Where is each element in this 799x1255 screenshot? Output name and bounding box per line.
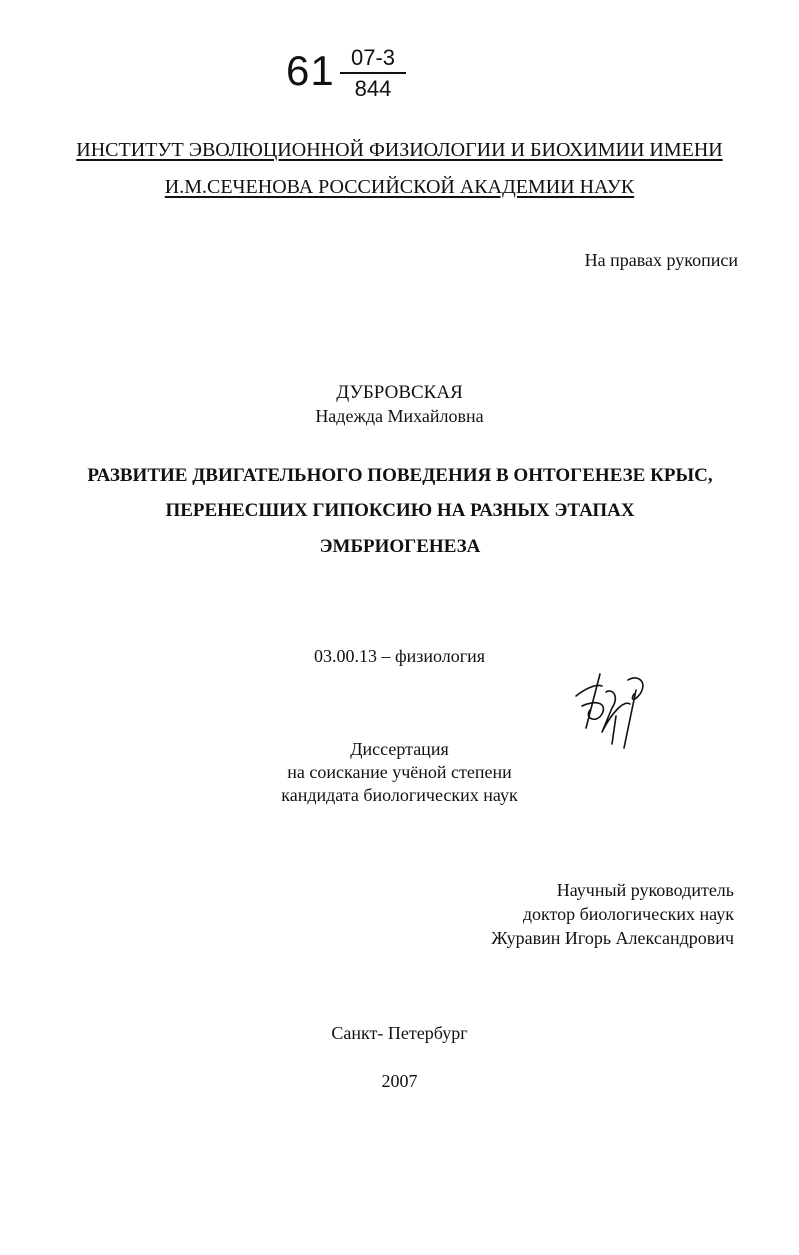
city: Санкт- Петербург	[331, 1023, 468, 1043]
catalog-code-denominator: 844	[354, 76, 392, 101]
thesis-title-line-1: РАЗВИТИЕ ДВИГАТЕЛЬНОГО ПОВЕДЕНИЯ В ОНТОГЕНЕЗЕ КРЫС,	[87, 465, 713, 486]
catalog-code-main: 61	[286, 47, 335, 94]
specialty-code: 03.00.13 – физиология	[313, 646, 486, 666]
author-given-names: Надежда Михайловна	[315, 406, 484, 426]
rights-note: На правах рукописи	[584, 250, 738, 270]
supervisor-degree: доктор биологических наук	[522, 904, 734, 924]
institute-line-1-text: ИНСТИТУТ ЭВОЛЮЦИОННОЙ ФИЗИОЛОГИИ И БИОХИМИИ ИМЕНИ	[76, 139, 723, 161]
catalog-code-numerator: 07-3	[350, 45, 396, 70]
year: 2007	[381, 1071, 418, 1091]
degree-line-3: кандидата биологических наук	[281, 785, 518, 805]
thesis-title-line-3: ЭМБРИОГЕНЕЗА	[319, 536, 481, 557]
supervisor-label: Научный руководитель	[556, 880, 734, 900]
degree-line-1: Диссертация	[350, 739, 449, 759]
institute-line-2-text: И.М.СЕЧЕНОВА РОССИЙСКОЙ АКАДЕМИИ НАУК	[164, 176, 635, 198]
catalog-code-fraction	[340, 45, 406, 102]
fraction-bar	[340, 72, 406, 74]
supervisor-name: Журавин Игорь Александрович	[491, 928, 734, 948]
institute-name-line-2	[0, 175, 799, 199]
author-surname: ДУБРОВСКАЯ	[336, 382, 463, 403]
institute-name-line-1	[0, 138, 799, 162]
thesis-title-line-2: ПЕРЕНЕСШИХ ГИПОКСИЮ НА РАЗНЫХ ЭТАПАХ	[165, 500, 635, 521]
degree-line-2: на соискание учёной степени	[287, 762, 512, 782]
